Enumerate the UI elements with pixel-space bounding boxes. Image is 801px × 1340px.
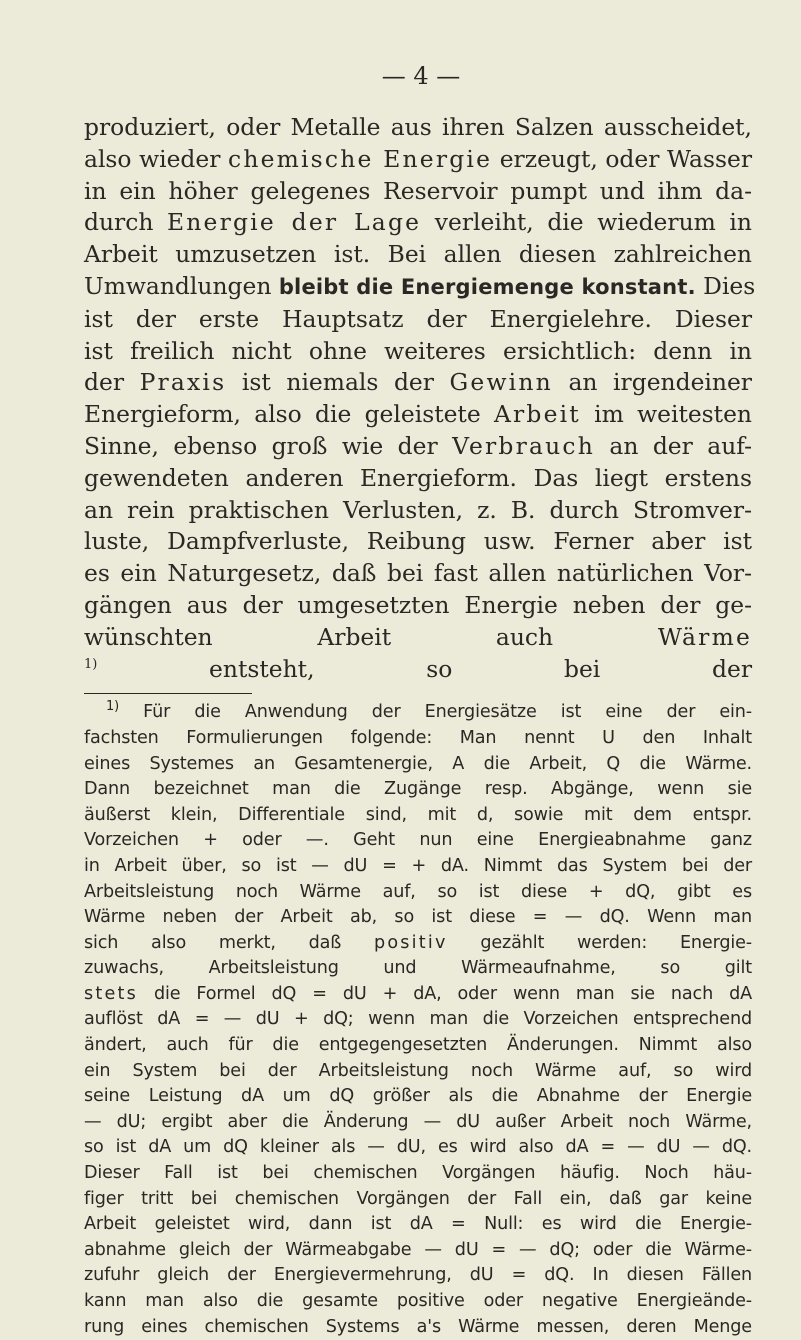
- footnote-line: figer tritt bei chemischen Vorgängen der Fall ein, daß gar keine: [84, 1188, 752, 1209]
- footnote-line: auflöst dA = — dU + dQ; wenn man die Vorzeichen entsprechend: [84, 1009, 752, 1030]
- page: [84, 62, 756, 1340]
- footnote-line: Arbeit geleistet wird, dann ist dA = Null: es wird die Energie-: [84, 1214, 752, 1235]
- footnote-line: zufuhr gleich der Energievermehrung, dU = dQ. In diesen Fällen: [84, 1265, 752, 1286]
- text-line: ist der erste Hauptsatz der Energielehre. Dieser: [84, 304, 752, 333]
- emphasis: Energie der Lage: [167, 208, 422, 237]
- text-line: produziert, oder Metalle aus ihren Salzen ausscheidet,: [84, 113, 752, 141]
- emphasis: stets: [84, 983, 138, 1004]
- text-line: Energieform, also die geleistete Arbeit im weitesten: [84, 400, 752, 429]
- text-line: an rein praktischen Verlusten, z. B. durch Stromver-: [84, 495, 752, 524]
- emphasis: Wärme: [657, 622, 752, 651]
- emphasis: Gewinn: [449, 368, 553, 397]
- footnote-line: stets die Formel dQ = dU + dA, oder wenn man sie nach dA: [84, 983, 752, 1004]
- text-line: Arbeit umzusetzen ist. Bei allen diesen zahlreichen: [84, 240, 752, 269]
- footnote-marker: 1): [106, 699, 120, 715]
- footnote-marker: 1): [84, 656, 98, 672]
- footnote-line: zuwachs, Arbeitsleistung und Wärmeaufnahme, so gilt: [84, 958, 752, 979]
- text-line: Umwandlungen bleibt die Energiemenge konstant. Dies: [84, 271, 756, 300]
- text-line: gewendeten anderen Energieform. Das liegt erstens: [84, 463, 752, 492]
- footnote-line: $^{1)}$ Für die Anwendung der Energiesätze ist eine der ein-: [106, 699, 752, 723]
- text-line: durch Energie der Lage verleiht, die wiederum in: [84, 208, 752, 237]
- main-text: [84, 112, 756, 685]
- footnote-line: — dU; ergibt aber die Änderung — dU außer Arbeit noch Wärme,: [84, 1111, 752, 1132]
- footnote-line: eines Systemes an Gesamtenergie, A die Arbeit, Q die Wärme.: [84, 753, 752, 774]
- text-line: $^{1)}$ entsteht, so bei der: [84, 654, 752, 683]
- footnote-rule: [84, 693, 252, 694]
- text-line: Sinne, ebenso groß wie der Verbrauch an der auf-: [84, 431, 752, 460]
- emphasis: chemische Energie: [228, 144, 493, 173]
- text-line: ist freilich nicht ohne weiteres ersichtlich: denn in: [84, 336, 752, 365]
- footnote-line: äußerst klein, Differentiale sind, mit d, sowie mit dem entspr.: [84, 804, 752, 825]
- footnote-line: in Arbeit über, so ist — dU = + dA. Nimmt das System bei der: [84, 855, 752, 876]
- footnote-line: ein System bei der Arbeitsleistung noch Wärme auf, so wird: [84, 1060, 752, 1081]
- text-line: der Praxis ist niemals der Gewinn an irgendeiner: [84, 368, 752, 397]
- text-line: wünschten Arbeit auch Wärme: [84, 622, 752, 651]
- emphasis: Verbrauch: [452, 431, 595, 460]
- text-line: in ein höher gelegenes Reservoir pumpt und ihm da-: [84, 176, 752, 205]
- footnote-line: Dann bezeichnet man die Zugänge resp. Abgänge, wenn sie: [84, 779, 752, 800]
- footnote-line: abnahme gleich der Wärmeabgabe — dU = — dQ; oder die Wärme-: [84, 1239, 752, 1260]
- footnote-line: Dieser Fall ist bei chemischen Vorgängen häufig. Noch häu-: [84, 1163, 752, 1184]
- text-line: also wieder chemische Energie erzeugt, oder Wasser: [84, 144, 752, 173]
- footnote-line: Vorzeichen + oder —. Geht nun eine Energieabnahme ganz: [84, 830, 752, 851]
- footnote-line: rung eines chemischen Systems a's Wärme messen, deren Menge: [84, 1316, 752, 1337]
- emphasis: Praxis: [139, 368, 227, 397]
- footnote-line: ändert, auch für die entgegengesetzten Änderungen. Nimmt also: [84, 1035, 752, 1056]
- text-line: es ein Naturgesetz, daß bei fast allen natürlichen Vor-: [84, 559, 752, 588]
- text-line: gängen aus der umgesetzten Energie neben der ge-: [84, 590, 752, 619]
- emphasis: Arbeit: [493, 400, 581, 429]
- bold-phrase: bleibt die Energiemenge konstant.: [278, 274, 696, 299]
- footnote-line: Arbeitsleistung noch Wärme auf, so ist diese + dQ, gibt es: [84, 881, 752, 902]
- text-line: luste, Dampfverluste, Reibung usw. Ferner aber ist: [84, 527, 752, 556]
- footnote: [84, 700, 752, 1340]
- page-number: — 4 —: [381, 62, 461, 90]
- footnote-line: seine Leistung dA um dQ größer als die Abnahme der Energie: [84, 1086, 752, 1107]
- footnote-line: kann man also die gesamte positive oder negative Energieände-: [84, 1291, 752, 1311]
- footnote-line: fachsten Formulierungen folgende: Man nennt U den Inhalt: [84, 727, 752, 748]
- footnote-line: Wärme neben der Arbeit ab, so ist diese = — dQ. Wenn man: [84, 907, 752, 928]
- emphasis: positiv: [373, 932, 448, 953]
- footnote-line: sich also merkt, daß positiv gezählt werden: Energie-: [84, 932, 752, 953]
- footnote-line: so ist dA um dQ kleiner als — dU, es wird also dA = — dU — dQ.: [84, 1137, 752, 1158]
